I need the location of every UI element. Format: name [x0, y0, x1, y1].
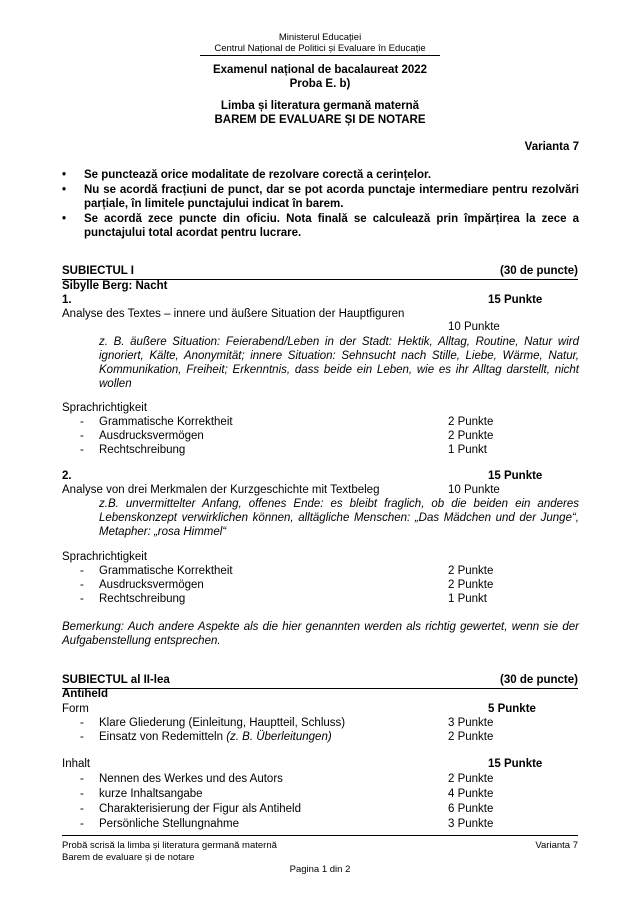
- section2-rule: [62, 688, 578, 689]
- footer-variant: Varianta 7: [535, 840, 578, 851]
- page-number: Pagina 1 din 2: [289, 864, 351, 875]
- subject-title: Limba și literatura germană maternă: [220, 100, 420, 112]
- dash-icon: -: [80, 803, 84, 815]
- form-item: Klare Gliederung (Einleitung, Hauptteil, Schluss): [99, 717, 346, 729]
- dash-icon: -: [80, 444, 84, 456]
- inhalt-item: Charakterisierung der Figur als Antiheld: [99, 803, 301, 815]
- form-item-points: 3 Punkte: [448, 717, 494, 729]
- header-divider: [200, 55, 440, 56]
- q2-lang-item: Ausdrucksvermögen: [99, 579, 204, 591]
- dash-icon: -: [80, 565, 84, 577]
- dash-icon: -: [80, 430, 84, 442]
- bullet-icon: •: [62, 212, 67, 225]
- q1-task: Analyse des Textes – innere und äußere Situation der Hauptfiguren: [62, 308, 405, 320]
- dash-icon: -: [80, 818, 84, 830]
- dash-icon: -: [80, 579, 84, 591]
- text-title: Sibylle Berg: Nacht: [62, 280, 168, 292]
- q1-example: z. B. äußere Situation: Feierabend/Leben in der Stadt: Hektik, Alltag, Routine, Natur wird ignoriert, Kälte, Anonymität; innere Situation: Sehnsucht nach Stille, Liebe, Wärme, Natur, Kommunikation, Freiheit; Erkenntnis, dass beide ein Leben, wie es ihr Alltag darstellt, nicht wollen: [99, 336, 579, 390]
- center-name: Centrul Național de Politici și Evaluare în Educație: [214, 43, 426, 54]
- inhalt-item-points: 3 Punkte: [448, 818, 494, 830]
- rule-item: • Se acordă zece puncte din oficiu. Nota finală se calculează prin împărțirea la zece a punctajului total acordat pentru lucrare.: [62, 212, 579, 239]
- q1-lang-heading: Sprachrichtigkeit: [62, 402, 148, 414]
- proba-title: Proba E. b): [289, 78, 351, 90]
- bullet-icon: •: [62, 169, 67, 181]
- q2-number: 2.: [62, 470, 72, 482]
- q2-lang-points: 2 Punkte: [448, 565, 494, 577]
- q2-lang-item: Grammatische Korrektheit: [99, 565, 233, 577]
- footer-rule: [62, 835, 578, 836]
- q1-lang-item: Grammatische Korrektheit: [99, 416, 233, 428]
- dash-icon: -: [80, 731, 84, 743]
- dash-icon: -: [80, 788, 84, 800]
- form-item-points: 2 Punkte: [448, 731, 494, 743]
- q2-lang-item: Rechtschreibung: [99, 593, 186, 605]
- q2-lang-points: 2 Punkte: [448, 579, 494, 591]
- q1-lang-item: Ausdrucksvermögen: [99, 430, 204, 442]
- barem-title: BAREM DE EVALUARE ȘI DE NOTARE: [214, 114, 426, 126]
- q1-lang-item: Rechtschreibung: [99, 444, 186, 456]
- dash-icon: -: [80, 717, 84, 729]
- q1-lang-points: 2 Punkte: [448, 416, 494, 428]
- section1-points: (30 de puncte): [500, 265, 578, 277]
- theme-title: Antiheld: [62, 688, 108, 700]
- inhalt-points: 15 Punkte: [488, 758, 543, 770]
- bullet-icon: •: [62, 183, 67, 196]
- ministry-name: Ministerul Educației: [278, 32, 362, 43]
- inhalt-item: Persönliche Stellungnahme: [99, 818, 240, 830]
- section2-points: (30 de puncte): [500, 674, 578, 686]
- q1-number: 1.: [62, 294, 72, 306]
- rule-item: • Nu se acordă fracțiuni de punct, dar se pot acorda punctaje intermediare pentru rezolvări parțiale, în limitele punctajului indicat în barem.: [62, 183, 579, 210]
- q2-task: Analyse von drei Merkmalen der Kurzgeschichte mit Textbeleg: [62, 484, 380, 496]
- dash-icon: -: [80, 416, 84, 428]
- section2-heading: SUBIECTUL al II-lea: [62, 674, 170, 686]
- q1-lang-points: 2 Punkte: [448, 430, 494, 442]
- inhalt-item: Nennen des Werkes und des Autors: [99, 773, 283, 785]
- variant-label: Varianta 7: [524, 141, 579, 153]
- q2-example: z.B. unvermittelter Anfang, offenes Ende: es bleibt fraglich, ob die beiden ein anderes Lebenskonzept verwirklichen können, alltägliche Menschen: „Das Mädchen und der Junge“, Metapher: „rosa Himmel“: [99, 498, 579, 538]
- q2-lang-points: 1 Punkt: [448, 593, 487, 605]
- form-label: Form: [62, 703, 89, 715]
- inhalt-item: kurze Inhaltsangabe: [99, 788, 203, 800]
- rule-item: • Se punctează orice modalitate de rezolvare corectă a cerințelor.: [62, 169, 432, 181]
- remark: Bemerkung: Auch andere Aspekte als die hier genannten werden als richtig gewertet, wenn sie der Aufgabenstellung entsprechen.: [62, 621, 579, 647]
- form-points: 5 Punkte: [488, 703, 536, 715]
- footer-left-line2: Barem de evaluare și de notare: [62, 852, 195, 863]
- q2-sub-points: 10 Punkte: [448, 484, 500, 496]
- inhalt-item-points: 6 Punkte: [448, 803, 494, 815]
- q2-points: 15 Punkte: [488, 470, 543, 482]
- dash-icon: -: [80, 773, 84, 785]
- form-item: Einsatz von Redemitteln (z. B. Überleitungen): [99, 731, 332, 743]
- footer-left-line1: Probă scrisă la limba și literatura germană maternă: [62, 840, 277, 851]
- q1-lang-points: 1 Punkt: [448, 444, 487, 456]
- inhalt-label: Inhalt: [62, 758, 91, 770]
- exam-title: Examenul național de bacalaureat 2022: [212, 64, 428, 76]
- q2-lang-heading: Sprachrichtigkeit: [62, 551, 148, 563]
- q1-sub-points: 10 Punkte: [448, 321, 500, 333]
- inhalt-item-points: 2 Punkte: [448, 773, 494, 785]
- inhalt-item-points: 4 Punkte: [448, 788, 494, 800]
- rules-list: [62, 168, 579, 241]
- section1-heading: SUBIECTUL I: [62, 265, 134, 277]
- dash-icon: -: [80, 593, 84, 605]
- q1-points: 15 Punkte: [488, 294, 543, 306]
